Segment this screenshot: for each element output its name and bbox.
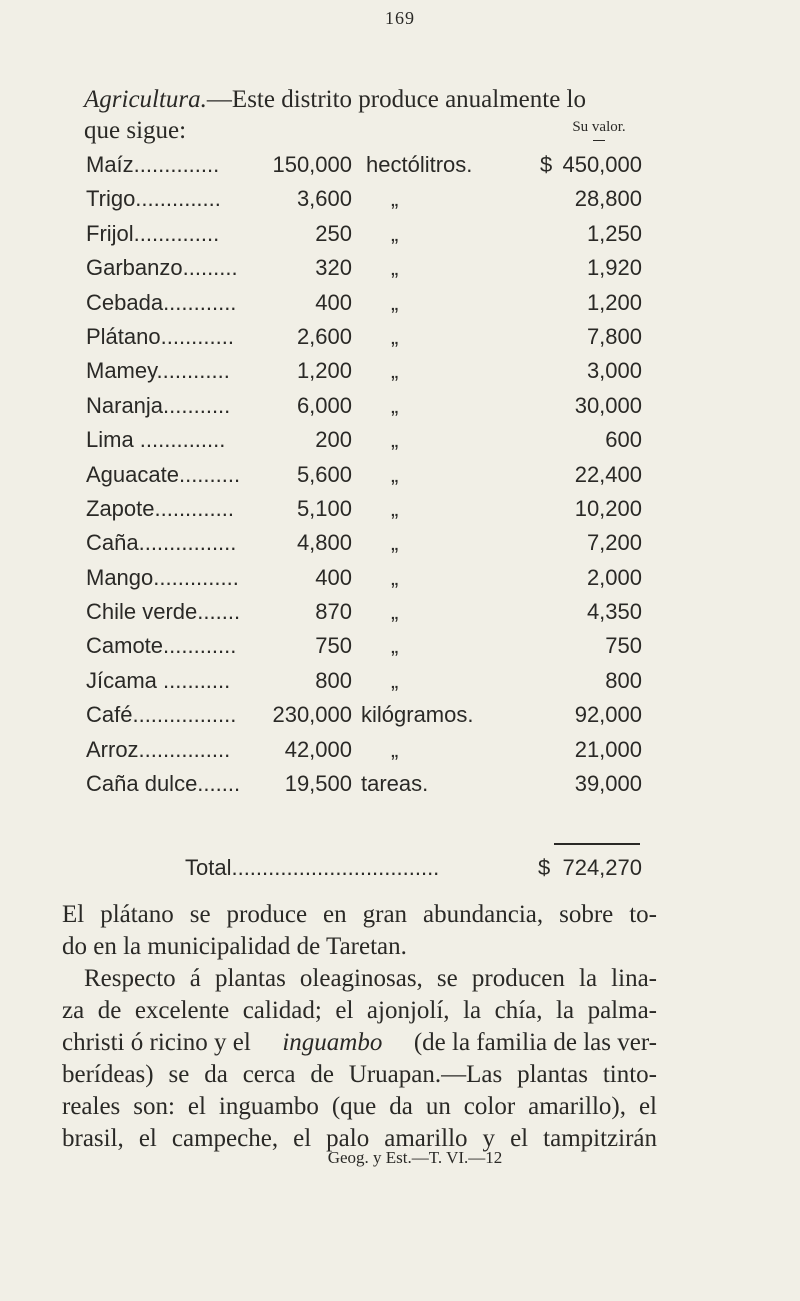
crop-name: Arroz...............: [86, 736, 231, 762]
crop-quantity: 250: [315, 220, 352, 246]
crop-unit: „: [391, 495, 399, 521]
paragraph-platano: [62, 899, 657, 963]
crop-value: 7,800: [586, 323, 642, 349]
intro-paragraph: [84, 84, 684, 146]
crop-unit: „: [391, 667, 399, 693]
crop-value: 2,000: [586, 564, 642, 590]
crop-value: 1,200: [586, 289, 642, 315]
table-row: [86, 561, 658, 595]
crop-name: Caña dulce.......: [86, 771, 241, 797]
paragraph-line: Respecto á plantas oleaginosas, se producen la lina-: [84, 965, 657, 992]
crop-name: Plátano............: [86, 323, 234, 349]
currency-symbol: $: [540, 152, 553, 177]
table-row: [86, 526, 658, 560]
crop-value: 10,200: [574, 495, 642, 521]
paragraph-line: do en la municipalidad de Taretan.: [62, 933, 407, 960]
table-row: [86, 629, 658, 663]
crop-unit: „: [391, 289, 399, 315]
crop-quantity: 150,000: [272, 152, 352, 177]
crop-name: Café.................: [86, 702, 237, 728]
total-label: Total..................................: [185, 855, 440, 880]
table-row: [86, 458, 658, 492]
table-row: [86, 423, 658, 457]
crop-quantity: 6,000: [296, 392, 352, 418]
crop-unit: „: [391, 599, 399, 625]
crop-value: 600: [605, 427, 642, 453]
crop-quantity: 3,600: [296, 186, 352, 212]
crop-value: 800: [605, 667, 642, 693]
paragraph-line: brasil, el campeche, el palo amarillo y el tampitzirán: [62, 1125, 657, 1152]
table-row: [86, 664, 658, 698]
crop-unit: „: [391, 564, 399, 590]
intro-line-1: [84, 84, 684, 115]
crop-name: Camote............: [86, 633, 237, 659]
crop-name: Maíz..............: [86, 152, 220, 177]
crop-unit: „: [391, 736, 399, 762]
crop-name: Zapote.............: [86, 495, 234, 521]
crop-name: Naranja...........: [86, 392, 231, 418]
crop-quantity: 4,800: [296, 530, 352, 556]
crop-unit: hectólitros.: [366, 152, 473, 177]
italic-term: inguambo: [282, 1029, 383, 1056]
crop-name: Garbanzo.........: [86, 255, 238, 281]
total-value: 724,270: [562, 855, 642, 880]
header-dash: [593, 140, 605, 141]
table-row: [86, 251, 658, 285]
crop-value: 92,000: [574, 702, 642, 728]
paragraph-line: reales son: el inguambo (que da un color amarillo), el: [62, 1093, 657, 1120]
crop-quantity: 19,500: [284, 771, 352, 797]
paragraph-text: christi ó ricino y el: [62, 1029, 251, 1056]
crop-value: 22,400: [574, 461, 642, 487]
paragraph-line: El plátano se produce en gran abundancia, sobre to-: [62, 901, 657, 928]
crop-value: 30,000: [574, 392, 642, 418]
table-row: [86, 733, 658, 767]
crop-quantity: 400: [315, 564, 352, 590]
crop-name: Caña................: [86, 530, 237, 556]
crop-value: 750: [605, 633, 642, 659]
crop-unit: „: [391, 358, 399, 384]
table-row: [86, 354, 658, 388]
crop-unit: „: [391, 633, 399, 659]
crop-value: 3,000: [586, 358, 642, 384]
paragraph-text: (de la familia de las ver-: [413, 1029, 657, 1056]
crop-quantity: 5,600: [296, 461, 352, 487]
crop-name: Frijol..............: [86, 220, 220, 246]
crop-quantity: 42,000: [284, 736, 352, 762]
crop-value: 21,000: [574, 736, 642, 762]
crop-quantity: 800: [315, 667, 352, 693]
table-row: [86, 767, 658, 801]
crop-name: Jícama ...........: [86, 667, 231, 693]
crop-name: Chile verde.......: [86, 599, 241, 625]
crop-unit: kilógramos.: [361, 702, 474, 728]
crop-quantity: 1,200: [296, 358, 352, 384]
crop-unit: „: [391, 220, 399, 246]
crop-unit: „: [391, 461, 399, 487]
crop-value: 1,250: [586, 220, 642, 246]
table-row: [86, 148, 658, 182]
paragraph-line: za de excelente calidad; el ajonjolí, la chía, la palma-: [62, 997, 657, 1024]
table-row: [86, 182, 658, 216]
table-row: [86, 217, 658, 251]
crop-value: 28,800: [574, 186, 642, 212]
crop-quantity: 5,100: [296, 495, 352, 521]
page-number: 169: [385, 8, 415, 28]
crop-value: 450,000: [562, 152, 642, 177]
intro-text: —Este distrito produce anualmente lo: [206, 86, 586, 113]
currency-symbol: $: [538, 855, 551, 880]
crop-unit: „: [391, 427, 399, 453]
intro-line-2: que sigue:: [84, 117, 187, 144]
crop-name: Lima ..............: [86, 427, 226, 453]
page-footer: Geog. y Est.—T. VI.—12: [327, 1148, 503, 1167]
crop-value: 1,920: [586, 255, 642, 281]
crop-quantity: 320: [315, 255, 352, 281]
total-rule: [554, 843, 640, 845]
crop-quantity: 2,600: [296, 323, 352, 349]
crop-value: 39,000: [574, 771, 642, 797]
table-row: [86, 595, 658, 629]
crop-name: Aguacate..........: [86, 461, 241, 487]
section-heading: Agricultura.: [84, 86, 207, 113]
paragraph-line: berídeas) se da cerca de Uruapan.—Las plantas tinto-: [62, 1061, 657, 1088]
crop-name: Cebada............: [86, 289, 237, 315]
crop-quantity: 750: [315, 633, 352, 659]
crop-unit: „: [391, 323, 399, 349]
crop-quantity: 230,000: [272, 702, 352, 728]
paragraph-line: [62, 1027, 657, 1059]
crop-quantity: 870: [315, 599, 352, 625]
table-row: [86, 389, 658, 423]
crop-quantity: 200: [315, 427, 352, 453]
crop-name: Mango..............: [86, 564, 239, 590]
crop-name: Mamey............: [86, 358, 230, 384]
crop-unit: „: [391, 186, 399, 212]
crop-quantity: 400: [315, 289, 352, 315]
crop-unit: „: [391, 392, 399, 418]
value-column-header: Su valor.: [572, 119, 626, 135]
table-row: [86, 698, 658, 732]
table-row: [86, 492, 658, 526]
crop-unit: „: [391, 255, 399, 281]
table-row: [86, 320, 658, 354]
paragraph-oleaginosas: [62, 963, 657, 1155]
crop-value: 7,200: [586, 530, 642, 556]
crop-name: Trigo..............: [86, 186, 221, 212]
crop-unit: tareas.: [361, 771, 429, 797]
table-row: [86, 286, 658, 320]
production-table: [86, 148, 658, 801]
crop-value: 4,350: [586, 599, 642, 625]
crop-unit: „: [391, 530, 399, 556]
